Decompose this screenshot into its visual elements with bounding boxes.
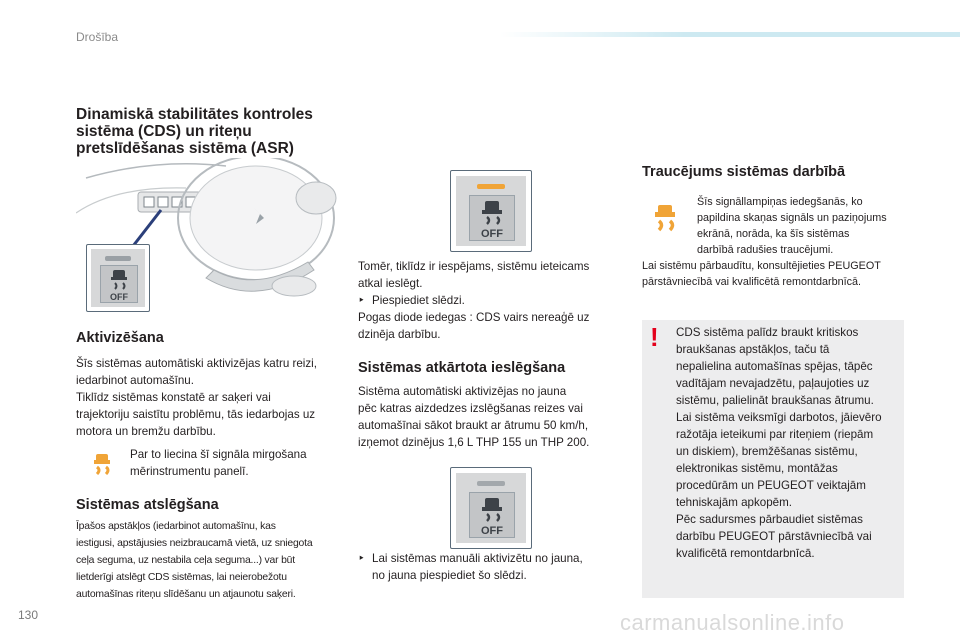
text-line: Šīs signāllampiņas iedegšanās, ko (697, 196, 863, 208)
text-line: nepalielina automašīnas spējas, tāpēc (676, 360, 873, 373)
text-line: Šīs sistēmas automātiski aktivizējas katru reizi, (76, 357, 317, 370)
text-line: motora un bremžu darbību. (76, 425, 216, 438)
text-line: sistēmu, palielināt braukšanas ātrumu. (676, 394, 874, 407)
text-line: trajektoriju saistītu problēmu, tās iedarbojas uz (76, 408, 316, 421)
reactivation-heading: Sistēmas atkārtota ieslēgšana (358, 360, 566, 376)
text-line: procedūrām un PEUGEOT veiktajām (676, 479, 866, 492)
manual-reactivation-step (358, 550, 620, 584)
fault-heading: Traucējums sistēmas darbībā (642, 164, 846, 180)
header-band (500, 32, 960, 37)
text-line: iestigusi, apstājusies neizbraucamā vietā, uz sniegota (76, 538, 313, 549)
text-line: automašīnai sākot braukt ar ātrumu 50 km/h, (358, 419, 589, 432)
text-line: izņemot dzinējus 1,6 L THP 155 un THP 200. (358, 436, 590, 449)
step-bullet-icon: ‣ (358, 552, 365, 565)
text-line: darbību PEUGEOT pārstāvniecībā vai (676, 530, 872, 543)
text-line: elektronikas sistēmu, montāžas (676, 462, 838, 475)
text-line: Lai sistēma veiksmīgi darbotos, jāievēro (676, 411, 882, 424)
esp-fault-lamp-icon (648, 202, 682, 236)
esp-warning-lamp-icon (88, 452, 116, 480)
step-text: Piespiediet slēdzi. (372, 294, 465, 307)
esp-off-button-illustration (86, 244, 150, 312)
activation-heading: Aktivizēšana (76, 330, 164, 346)
fault-icon-note (697, 194, 912, 258)
text-line: Lai sistēmas manuāli aktivizētu no jauna, (372, 552, 583, 565)
indicator-note (130, 446, 350, 480)
warning-exclamation-icon: ! (650, 322, 659, 352)
text-line: Lai sistēmu pārbaudītu, konsultējieties PEUGEOT (642, 260, 881, 272)
step-item (358, 292, 620, 309)
text-line: vadītājam nevajadzētu, paļaujoties uz (676, 377, 870, 390)
text-line: pēc katras aizdedzes izslēgšanas reizes vai (358, 402, 583, 415)
text-line: ekrānā, norāda, ka šīs sistēmas (697, 228, 850, 240)
svg-text:OFF: OFF (110, 292, 128, 302)
fault-text (642, 258, 912, 290)
button-led-bar (105, 256, 131, 261)
text-line: Pogas diode iedegas : CDS vairs nereaģē uz (358, 311, 590, 324)
esp-off-button-led-off (450, 467, 532, 549)
text-line: ražotāja ieteikumi par riteņiem (riepām (676, 428, 874, 441)
text-line: no jauna piespiediet šo slēdzi. (372, 569, 527, 582)
text-line: Īpašos apstākļos (iedarbinot automašīnu, kas (76, 521, 276, 532)
deactivation-heading: Sistēmas atslēgšana (76, 497, 219, 513)
text-line: automašīnas riteņu slīdēšanu un atjaunotu saķeri. (76, 589, 296, 600)
svg-text:OFF: OFF (481, 525, 503, 537)
text-line: Sistēma automātiski aktivizējas no jauna (358, 385, 567, 398)
deactivation-text (76, 518, 352, 603)
page-title: Dinamiskā stabilitātes kontroles sistēma (CDS) un riteņu pretslīdēšanas sistēma (ASR) (76, 106, 313, 157)
text-line: tehniskajām apkopēm. (676, 496, 792, 509)
text-line: CDS sistēma palīdz braukt kritiskos (676, 326, 859, 339)
button-led-unlit (477, 481, 505, 486)
text-line: papildina skaņas signāls un paziņojums (697, 212, 887, 224)
section-header: Drošība (76, 30, 119, 44)
warning-note-box (642, 320, 904, 598)
text-line: Pēc sadursmes pārbaudiet sistēmas (676, 513, 863, 526)
text-line: pārstāvniecībā vai kvalificētā remontdarbnīcā. (642, 276, 862, 288)
esp-off-icon (101, 266, 137, 302)
svg-text:OFF: OFF (481, 228, 503, 240)
activation-text (76, 355, 348, 440)
warning-text (676, 324, 902, 562)
text-line: Tomēr, tiklīdz ir iespējams, sistēmu ieteicams (358, 260, 590, 273)
text-line: un diskiem), bremžēšanas sistēmu, (676, 445, 858, 458)
reactivation-text (358, 383, 620, 451)
text-line: braukšanas apstākļos, taču tā (676, 343, 830, 356)
watermark: carmanualsonline.info (620, 610, 845, 635)
text-line: atkal ieslēgt. (358, 277, 423, 290)
text-line: dzinēja darbību. (358, 328, 441, 341)
text-line: Tiklīdz sistēmas konstatē ar saķeri vai (76, 391, 271, 404)
text-line: mērinstrumentu panelī. (130, 465, 249, 478)
text-line: darbībā radušies traucējumi. (697, 244, 834, 256)
step-bullet-icon: ‣ (358, 294, 365, 307)
esp-off-icon (470, 493, 514, 537)
button-led-lit (477, 184, 505, 189)
text-line: kvalificētā remontdarbnīcā. (676, 547, 815, 560)
middle-intro-text (358, 258, 620, 343)
esp-off-icon (470, 196, 514, 240)
esp-off-button-led-on (450, 170, 532, 252)
text-line: Par to liecina šī signāla mirgošana (130, 448, 307, 461)
text-line: ceļa seguma, uz nestabila ceļa seguma...) var būt (76, 555, 295, 566)
text-line: lietderīgi atslēgt CDS sistēmas, lai neierobežotu (76, 572, 287, 583)
text-line: iedarbinot automašīnu. (76, 374, 194, 387)
page-number: 130 (18, 608, 39, 622)
